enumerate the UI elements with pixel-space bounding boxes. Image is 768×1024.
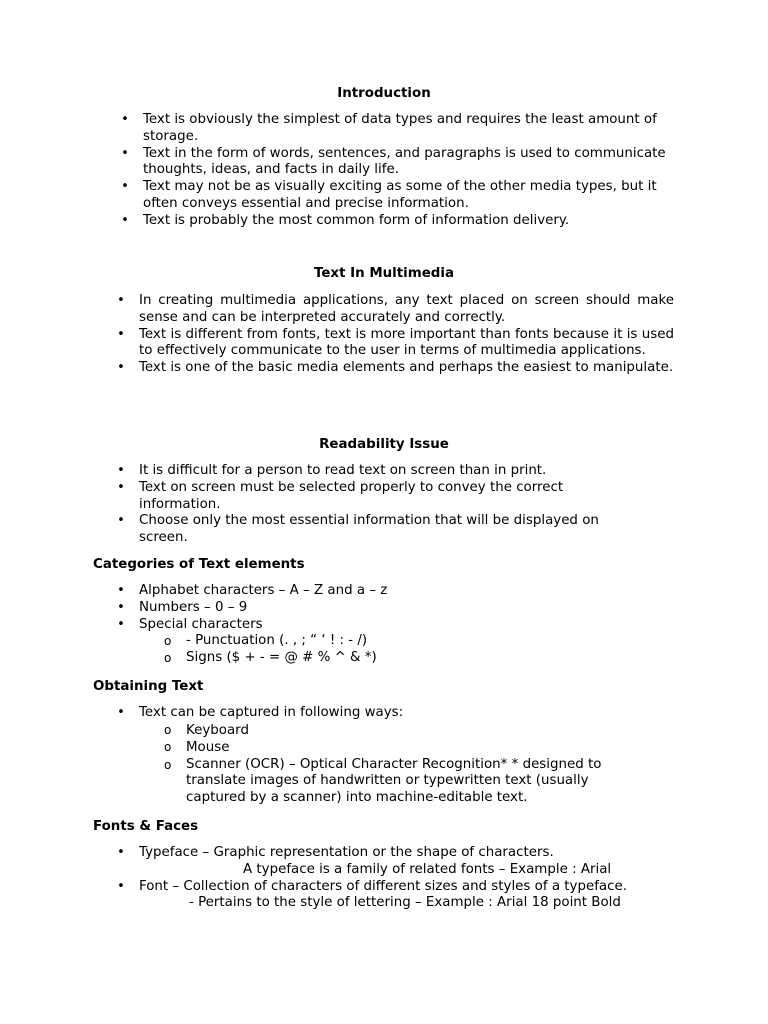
sub-bullet-icon: o [164,634,172,649]
list-item: • Text is different from fonts, text is more important than fonts because it is used to effectively communicate to the user in terms of multimedia applications. [139,327,674,361]
bullet-icon: • [117,705,125,720]
bullet-icon: • [117,583,125,598]
introduction-heading: Introduction [337,86,431,101]
bullet-icon: • [117,599,125,615]
obtaining-list [117,705,649,807]
introduction-list [121,112,673,230]
typeface-note: A typeface is a family of related fonts – Example : Arial [243,861,612,877]
list-item: • Special characters o - Punctuation (. , ; “ ‘ ! : - /) o Signs ($ + - = @ # % ^ & *) [139,617,679,667]
list-item: • In creating multimedia applications, any text placed on screen should make sense and can be interpreted accurately and correctly. [139,293,674,327]
bullet-icon: • [117,616,125,632]
multimedia-list [117,293,674,377]
sub-bullet-icon: o [164,757,172,772]
bullet-icon: • [117,878,125,894]
list-item: • Font – Collection of characters of different sizes and styles of a typeface. - Pertains to the style of lettering – Example : Arial 18 point Bold [139,879,699,913]
list-item: • Typeface – Graphic representation or the shape of characters. A typeface is a family of related fonts – Example : Arial [139,845,699,879]
list-item: • Numbers – 0 – 9 [139,600,679,617]
list-item: • Text is obviously the simplest of data types and requires the least amount of storage. [143,112,673,146]
list-item: • Text can be captured in following ways: o Keyboard o Mouse o Scanner (OCR) – Optical Character Recognition* * designed to translate images of handwritten or typewritten text (usually captured by a scanner) into machine-editable text. [139,705,649,807]
list-item: • Text is probably the most common form of information delivery. [143,213,673,230]
bullet-icon: • [117,513,125,529]
list-item: • It is difficult for a person to read text on screen than in print. [139,463,639,480]
categories-heading: Categories of Text elements [93,557,305,572]
bullet-icon: • [117,845,125,860]
list-item: • Choose only the most essential information that will be displayed on screen. [139,513,639,547]
bullet-icon: • [121,112,129,127]
bullet-icon: • [117,479,125,495]
list-item: • Text may not be as visually exciting as some of the other media types, but it often conveys essential and precise information. [143,179,673,213]
obtaining-heading: Obtaining Text [93,679,204,694]
list-item: • Alphabet characters – A – Z and a – z [139,583,679,600]
list-item: o - Punctuation (. , ; “ ‘ ! : - /) [164,633,368,649]
sub-bullet-icon: o [164,651,172,666]
list-item: o Mouse [164,740,230,756]
bullet-icon: • [117,326,125,342]
font-note: - Pertains to the style of lettering – Example : Arial 18 point Bold [189,895,621,911]
sub-bullet-icon: o [164,722,172,737]
special-characters-sublist [139,633,679,667]
fonts-heading: Fonts & Faces [93,819,199,834]
list-item: • Text is one of the basic media elements and perhaps the easiest to manipulate. [139,360,674,377]
bullet-icon: • [117,293,125,308]
fonts-list [117,845,699,912]
list-item: • Text on screen must be selected properly to convey the correct information. [139,480,639,514]
bullet-icon: • [121,179,129,195]
categories-list [117,583,679,667]
bullet-icon: • [117,360,125,376]
multimedia-heading: Text In Multimedia [314,266,454,281]
readability-list [117,463,639,547]
bullet-icon: • [121,145,129,161]
sub-bullet-icon: o [164,740,172,755]
list-item: o Signs ($ + - = @ # % ^ & *) [164,650,377,666]
capture-methods-sublist [139,722,649,807]
list-item: • Text in the form of words, sentences, and paragraphs is used to communicate thoughts, ideas, and facts in daily life. [143,146,673,180]
bullet-icon: • [121,212,129,228]
list-item: o Keyboard [164,722,249,738]
bullet-icon: • [117,463,125,478]
list-item: o Scanner (OCR) – Optical Character Recognition* * designed to translate images of handwritten or typewritten text (usually captured by a scanner) into machine-editable text. [164,756,602,806]
readability-heading: Readability Issue [319,437,449,452]
